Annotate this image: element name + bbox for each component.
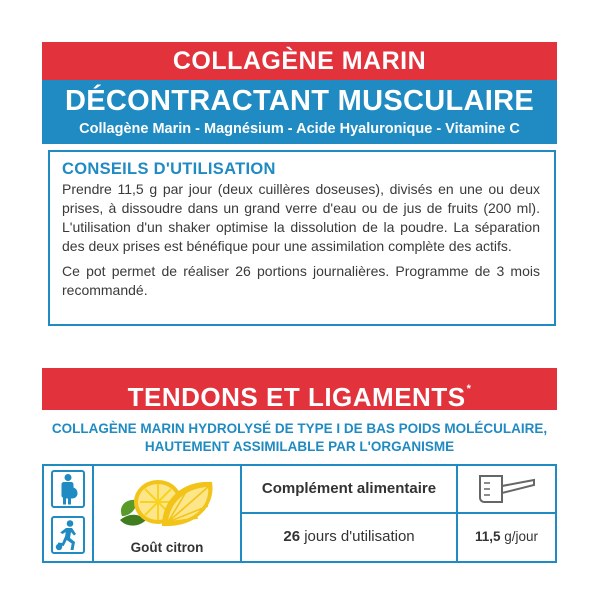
description-line-1: COLLAGÈNE MARIN HYDROLYSÉ DE TYPE I DE BAS POIDS MOLÉCULAIRE, [51,421,548,436]
dose-cell [458,514,555,561]
usage-panel [42,42,557,327]
ingredients-line: Collagène Marin - Magnésium - Acide Hyaluronique - Vitamine C [79,121,520,137]
measuring-scoop-icon [476,472,538,506]
dose-value: 11,5 [474,529,501,544]
advice-paragraph-1: Prendre 11,5 g par jour (deux cuillères doseuses), divisés en une ou deux prises, à dissoudre dans un grand verre d'eau ou de jus de fruits (200 ml). L'utilisation d'un shaker optimise la dissolution de la poudre. La séparation des deux prises est bénéfique pour une assimilation complète des actifs. [62,181,540,254]
advice-heading: CONSEILS D'UTILISATION [62,160,276,178]
product-type-cell [242,466,458,514]
brand-line: COLLAGÈNE MARIN [172,47,427,75]
duration-cell [242,514,458,561]
product-type: Complément alimentaire [261,480,437,497]
info-grid [42,464,557,563]
soccer-player-icon [51,516,85,554]
flavor-label: Goût citron [130,540,204,555]
benefits-banner [42,368,557,410]
benefits-panel [42,368,557,563]
title-banner [42,80,557,144]
scoop-cell [458,466,555,514]
benefits-asterisk: * [466,383,472,395]
days-label: jours d'utilisation [304,528,415,545]
advice-paragraph-2: Ce pot permet de réaliser 26 portions journalières. Programme de 3 mois recommandé. [62,263,540,298]
pregnant-woman-icon [51,470,85,508]
dose-unit: g/jour [504,529,539,544]
flavor-cell [94,466,242,561]
benefits-title: TENDONS ET LIGAMENTS [127,382,466,412]
lemon-slice-icon [116,470,220,532]
description-line-2: HAUTEMENT ASSIMILABLE PAR L'ORGANISME [144,439,455,454]
product-title: DÉCONTRACTANT MUSCULAIRE [64,85,535,117]
brand-banner [42,42,557,80]
advice-box [48,150,556,326]
collagen-description [42,410,557,464]
days-value: 26 [283,528,301,545]
icon-column [44,466,94,561]
